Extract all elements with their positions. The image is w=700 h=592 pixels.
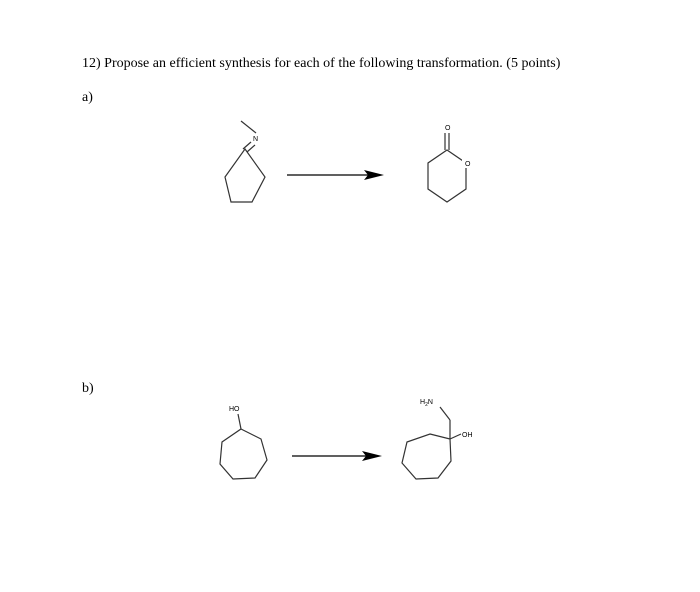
hydroxyl-group: OH [462,432,473,439]
part-b-label: b) [82,381,94,396]
cyclopentane-ring [225,149,265,202]
amine-group [420,399,433,408]
part-b-reaction-arrow [292,451,382,461]
hydroxyl-group: HO [229,406,240,413]
ch2-n-bond [440,407,450,420]
imine-double-bond-2 [247,145,255,152]
amine-nitrogen: N [427,399,433,406]
amine-hydrogen: H [420,399,426,406]
part-a-label: a) [82,90,93,105]
cycloheptane-ring [402,434,451,479]
part-b-product [402,399,473,479]
part-a-product [428,125,472,202]
question-text: 12) Propose an efficient synthesis for each of the following transformation. (5 points) [82,56,561,71]
ring-oxygen-atom: O [465,161,471,168]
part-b-starting-material [220,406,267,479]
nitrogen-atom: N [253,136,259,143]
part-a-starting-material [225,121,265,202]
imine-double-bond-1 [243,142,251,149]
lactone-ring [428,150,466,202]
c-oh-bond [238,414,241,429]
amine-subscript: 2 [425,402,428,408]
c-oh-bond [450,434,461,439]
n-methyl-bond [241,121,256,133]
part-a-reaction-arrow [287,170,384,180]
carbonyl-oxygen-atom: O [445,125,451,132]
cycloheptane-ring [220,429,267,479]
